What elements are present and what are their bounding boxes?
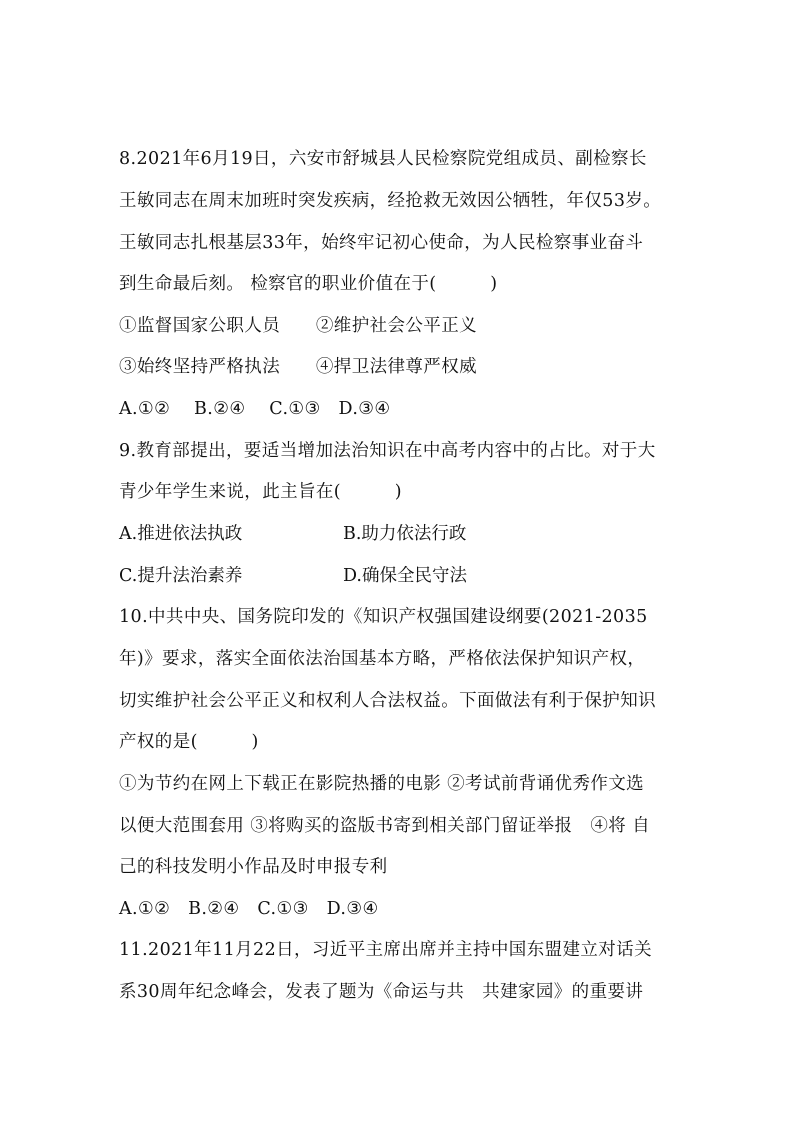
q10-statement-line-3: 己的科技发明小作品及时申报专利 — [119, 857, 388, 877]
q8-line-1: 8.2021年6月19日，六安市舒城县人民检察院党组成员、副检察长 — [119, 149, 647, 169]
q11-line-1: 11.2021年11月22日，习近平主席出席并主持中国东盟建立对话关 — [119, 940, 653, 960]
q8-line-3: 王敏同志扎根基层33年，始终牢记初心使命，为人民检察事业奋斗 — [119, 233, 644, 253]
q8-line-2: 王敏同志在周末加班时突发疾病，经抢救无效因公牺牲，年仅53岁。 — [119, 191, 662, 211]
q10-line-1: 10.中共中央、国务院印发的《知识产权强国建设纲要(2021-2035 — [119, 607, 648, 627]
q10-line-4: 产权的是( ) — [119, 732, 259, 752]
q8-line-4: 到生命最后刻。 检察官的职业价值在于( ) — [119, 274, 498, 294]
q8-statement-2: ③始终坚持严格执法 ④捍卫法律尊严权威 — [119, 357, 477, 377]
q9-option-b: B.助力依法行政 — [343, 524, 467, 544]
q10-statement-line-1: ①为节约在网上下载正在影院热播的电影 ②考试前背诵优秀作文选 — [119, 774, 645, 794]
q9-option-c: C.提升法治素养 — [119, 566, 243, 586]
q9-option-a: A.推进依法执政 — [119, 524, 243, 544]
q9-line-1: 9.教育部提出，要适当增加法治知识在中高考内容中的占比。对于大 — [119, 441, 656, 461]
q10-options: A.①② B.②④ C.①③ D.③④ — [119, 899, 379, 919]
q11-line-2: 系30周年纪念峰会，发表了题为《命运与共 共建家园》的重要讲 — [119, 982, 644, 1002]
q10-line-2: 年)》要求，落实全面依法治国基本方略，严格依法保护知识产权， — [119, 649, 646, 669]
q10-line-3: 切实维护社会公平正义和权利人合法权益。下面做法有利于保护知识 — [119, 691, 656, 711]
q9-option-d: D.确保全民守法 — [343, 566, 467, 586]
q8-statement-1: ①监督国家公职人员 ②维护社会公平正义 — [119, 316, 477, 336]
q9-line-2: 青少年学生来说，此主旨在( ) — [119, 482, 402, 502]
q8-options: A.①② B.②④ C.①③ D.③④ — [119, 399, 391, 419]
q10-statement-line-2: 以便大范围套用 ③将购买的盗版书寄到相关部门留证举报 ④将 自 — [119, 816, 651, 836]
